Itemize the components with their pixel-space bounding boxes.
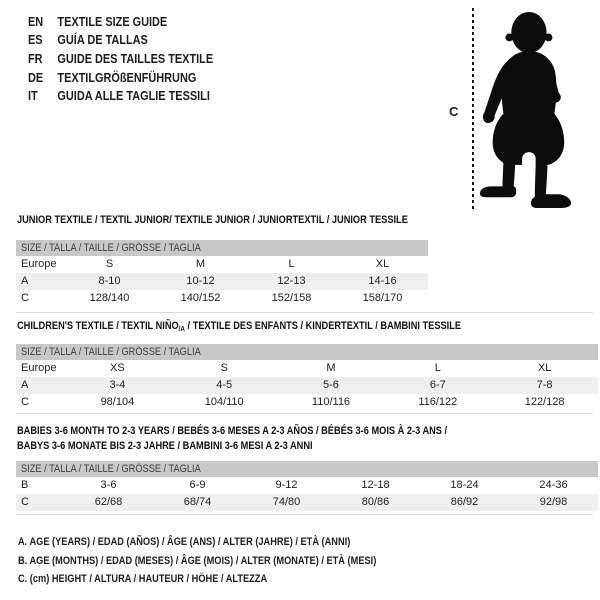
- row-label: A: [21, 379, 29, 391]
- size-cell: S: [105, 258, 114, 270]
- babies-section-heading: [17, 424, 447, 454]
- size-cell: S: [220, 362, 228, 374]
- size-cell: 104/110: [204, 396, 244, 408]
- size-cell: 12-13: [277, 275, 306, 287]
- size-cell: 4-5: [216, 379, 233, 391]
- size-cell: 12-18: [361, 479, 390, 491]
- row-label: A: [21, 275, 29, 287]
- note-age-years: A. AGE (YEARS) / EDAD (AÑOS) / ÂGE (ANS) / ALTER (JAHRE) / ETÀ (ANNI): [18, 536, 351, 548]
- size-cell: 14-16: [368, 275, 397, 287]
- junior-row-age: [16, 273, 428, 290]
- language-title: GUIDA ALLE TAGLIE TESSILI: [57, 88, 210, 104]
- language-row-it: [28, 86, 213, 105]
- size-cell: M: [195, 258, 206, 270]
- row-label: C: [21, 396, 29, 408]
- section-divider: [16, 312, 593, 313]
- children-heading-text-cont: / TEXTILE DES ENFANTS / KINDERTEXTIL / BAMBINI TESSILE: [184, 320, 462, 332]
- size-cell: 10-12: [186, 275, 215, 287]
- size-cell: 152/158: [271, 292, 312, 304]
- row-label: B: [21, 479, 29, 491]
- junior-row-height: [16, 290, 428, 307]
- height-measure-dashed-line: [472, 8, 474, 209]
- language-row-fr: [28, 49, 213, 68]
- children-heading-subscript: /A: [178, 324, 185, 333]
- language-title: TEXTILE SIZE GUIDE: [57, 13, 168, 29]
- size-cell: 3-6: [100, 479, 117, 491]
- size-cell: XL: [375, 258, 390, 270]
- legend-notes: [18, 533, 445, 589]
- size-header-text: SIZE / TALLA / TAILLE / GRÖSSE / TAGLIA: [21, 463, 201, 475]
- note-age-months: B. AGE (MONTHS) / EDAD (MESES) / ÂGE (MOIS) / ALTER (MONATE) / ETÀ (MESI): [18, 554, 377, 567]
- language-title: GUIDE DES TAILLES TEXTILE: [57, 50, 214, 66]
- size-cell: L: [434, 362, 441, 374]
- size-cell: 7-8: [536, 379, 553, 391]
- size-header-text: SIZE / TALLA / TAILLE / GRÖSSE / TAGLIA: [21, 242, 201, 254]
- size-cell: 98/104: [100, 396, 135, 408]
- language-row-de: [28, 68, 213, 87]
- size-cell: 74/80: [272, 496, 301, 508]
- size-cell: 5-6: [323, 379, 339, 391]
- toddler-silhouette-image: [477, 9, 575, 209]
- children-row-height: [16, 394, 598, 411]
- language-row-es: [28, 31, 213, 50]
- junior-section-heading: JUNIOR TEXTILE / TEXTIL JUNIOR/ TEXTILE JUNIOR / JUNIORTEXTIL / JUNIOR TESSILE: [17, 214, 408, 226]
- row-label: C: [21, 292, 29, 304]
- size-header-bar: [16, 240, 428, 256]
- children-heading-text: CHILDREN'S TEXTILE / TEXTIL NIÑO: [17, 320, 179, 332]
- language-code: ES: [28, 32, 43, 48]
- size-cell: 24-36: [539, 479, 568, 491]
- size-cell: 6-9: [189, 479, 206, 491]
- size-header-bar: [16, 461, 598, 477]
- row-label: Europe: [21, 258, 57, 270]
- size-cell: 110/116: [311, 396, 351, 408]
- language-code: DE: [28, 69, 44, 85]
- size-cell: 18-24: [450, 479, 479, 491]
- language-row-en: [28, 12, 213, 31]
- language-title-list: [28, 12, 248, 105]
- size-cell: 128/140: [89, 292, 130, 304]
- size-header-bar: [16, 344, 598, 360]
- size-cell: 116/122: [418, 396, 458, 408]
- section-divider: [16, 514, 593, 515]
- size-cell: 122/128: [524, 396, 565, 408]
- size-cell: 158/170: [362, 292, 403, 304]
- children-section-heading: [17, 320, 461, 332]
- babies-size-table: [16, 461, 598, 511]
- language-code: FR: [28, 50, 43, 66]
- size-cell: 62/68: [94, 496, 123, 508]
- height-measure-label: C: [449, 104, 459, 119]
- note-height-cm: C. (cm) HEIGHT / ALTURA / HAUTEUR / HÖHE / ALTEZZA: [18, 573, 268, 586]
- size-cell: 3-4: [109, 379, 126, 391]
- children-row-age: [16, 377, 598, 394]
- size-cell: 68/74: [183, 496, 212, 508]
- section-divider: [16, 413, 593, 414]
- size-cell: M: [326, 362, 336, 374]
- size-cell: 140/152: [180, 292, 221, 304]
- row-label: C: [21, 496, 29, 508]
- children-row-europe: [16, 360, 598, 377]
- size-cell: 80/86: [361, 496, 390, 508]
- size-cell: 86/92: [450, 496, 479, 508]
- size-cell: 92/98: [539, 496, 568, 508]
- row-label: Europe: [21, 362, 57, 374]
- size-cell: 9-12: [275, 479, 298, 491]
- language-title: GUÍA DE TALLAS: [57, 32, 148, 48]
- babies-row-age: [16, 477, 598, 494]
- size-cell: XL: [537, 362, 552, 374]
- language-code: IT: [28, 88, 38, 104]
- junior-size-table: [16, 240, 428, 307]
- size-cell: XS: [110, 362, 125, 374]
- language-code: EN: [28, 13, 44, 29]
- size-cell: L: [288, 258, 295, 270]
- babies-heading-line1: BABIES 3-6 MONTH TO 2-3 YEARS / BEBÉS 3-6 MESES A 2-3 AÑOS / BÉBÉS 3-6 MOIS À 2-3 ANS /: [17, 425, 448, 437]
- junior-row-europe: [16, 256, 428, 273]
- size-cell: 6-7: [429, 379, 446, 391]
- babies-row-height: [16, 494, 598, 511]
- size-header-text: SIZE / TALLA / TAILLE / GRÖSSE / TAGLIA: [21, 346, 201, 358]
- babies-heading-line2: BABYS 3-6 MONATE BIS 2-3 JAHRE / BAMBINI 3-6 MESI A 2-3 ANNI: [17, 440, 313, 452]
- language-title: TEXTILGRÖßENFÜHRUNG: [57, 69, 197, 85]
- children-size-table: [16, 344, 598, 411]
- size-cell: 8-10: [98, 275, 121, 287]
